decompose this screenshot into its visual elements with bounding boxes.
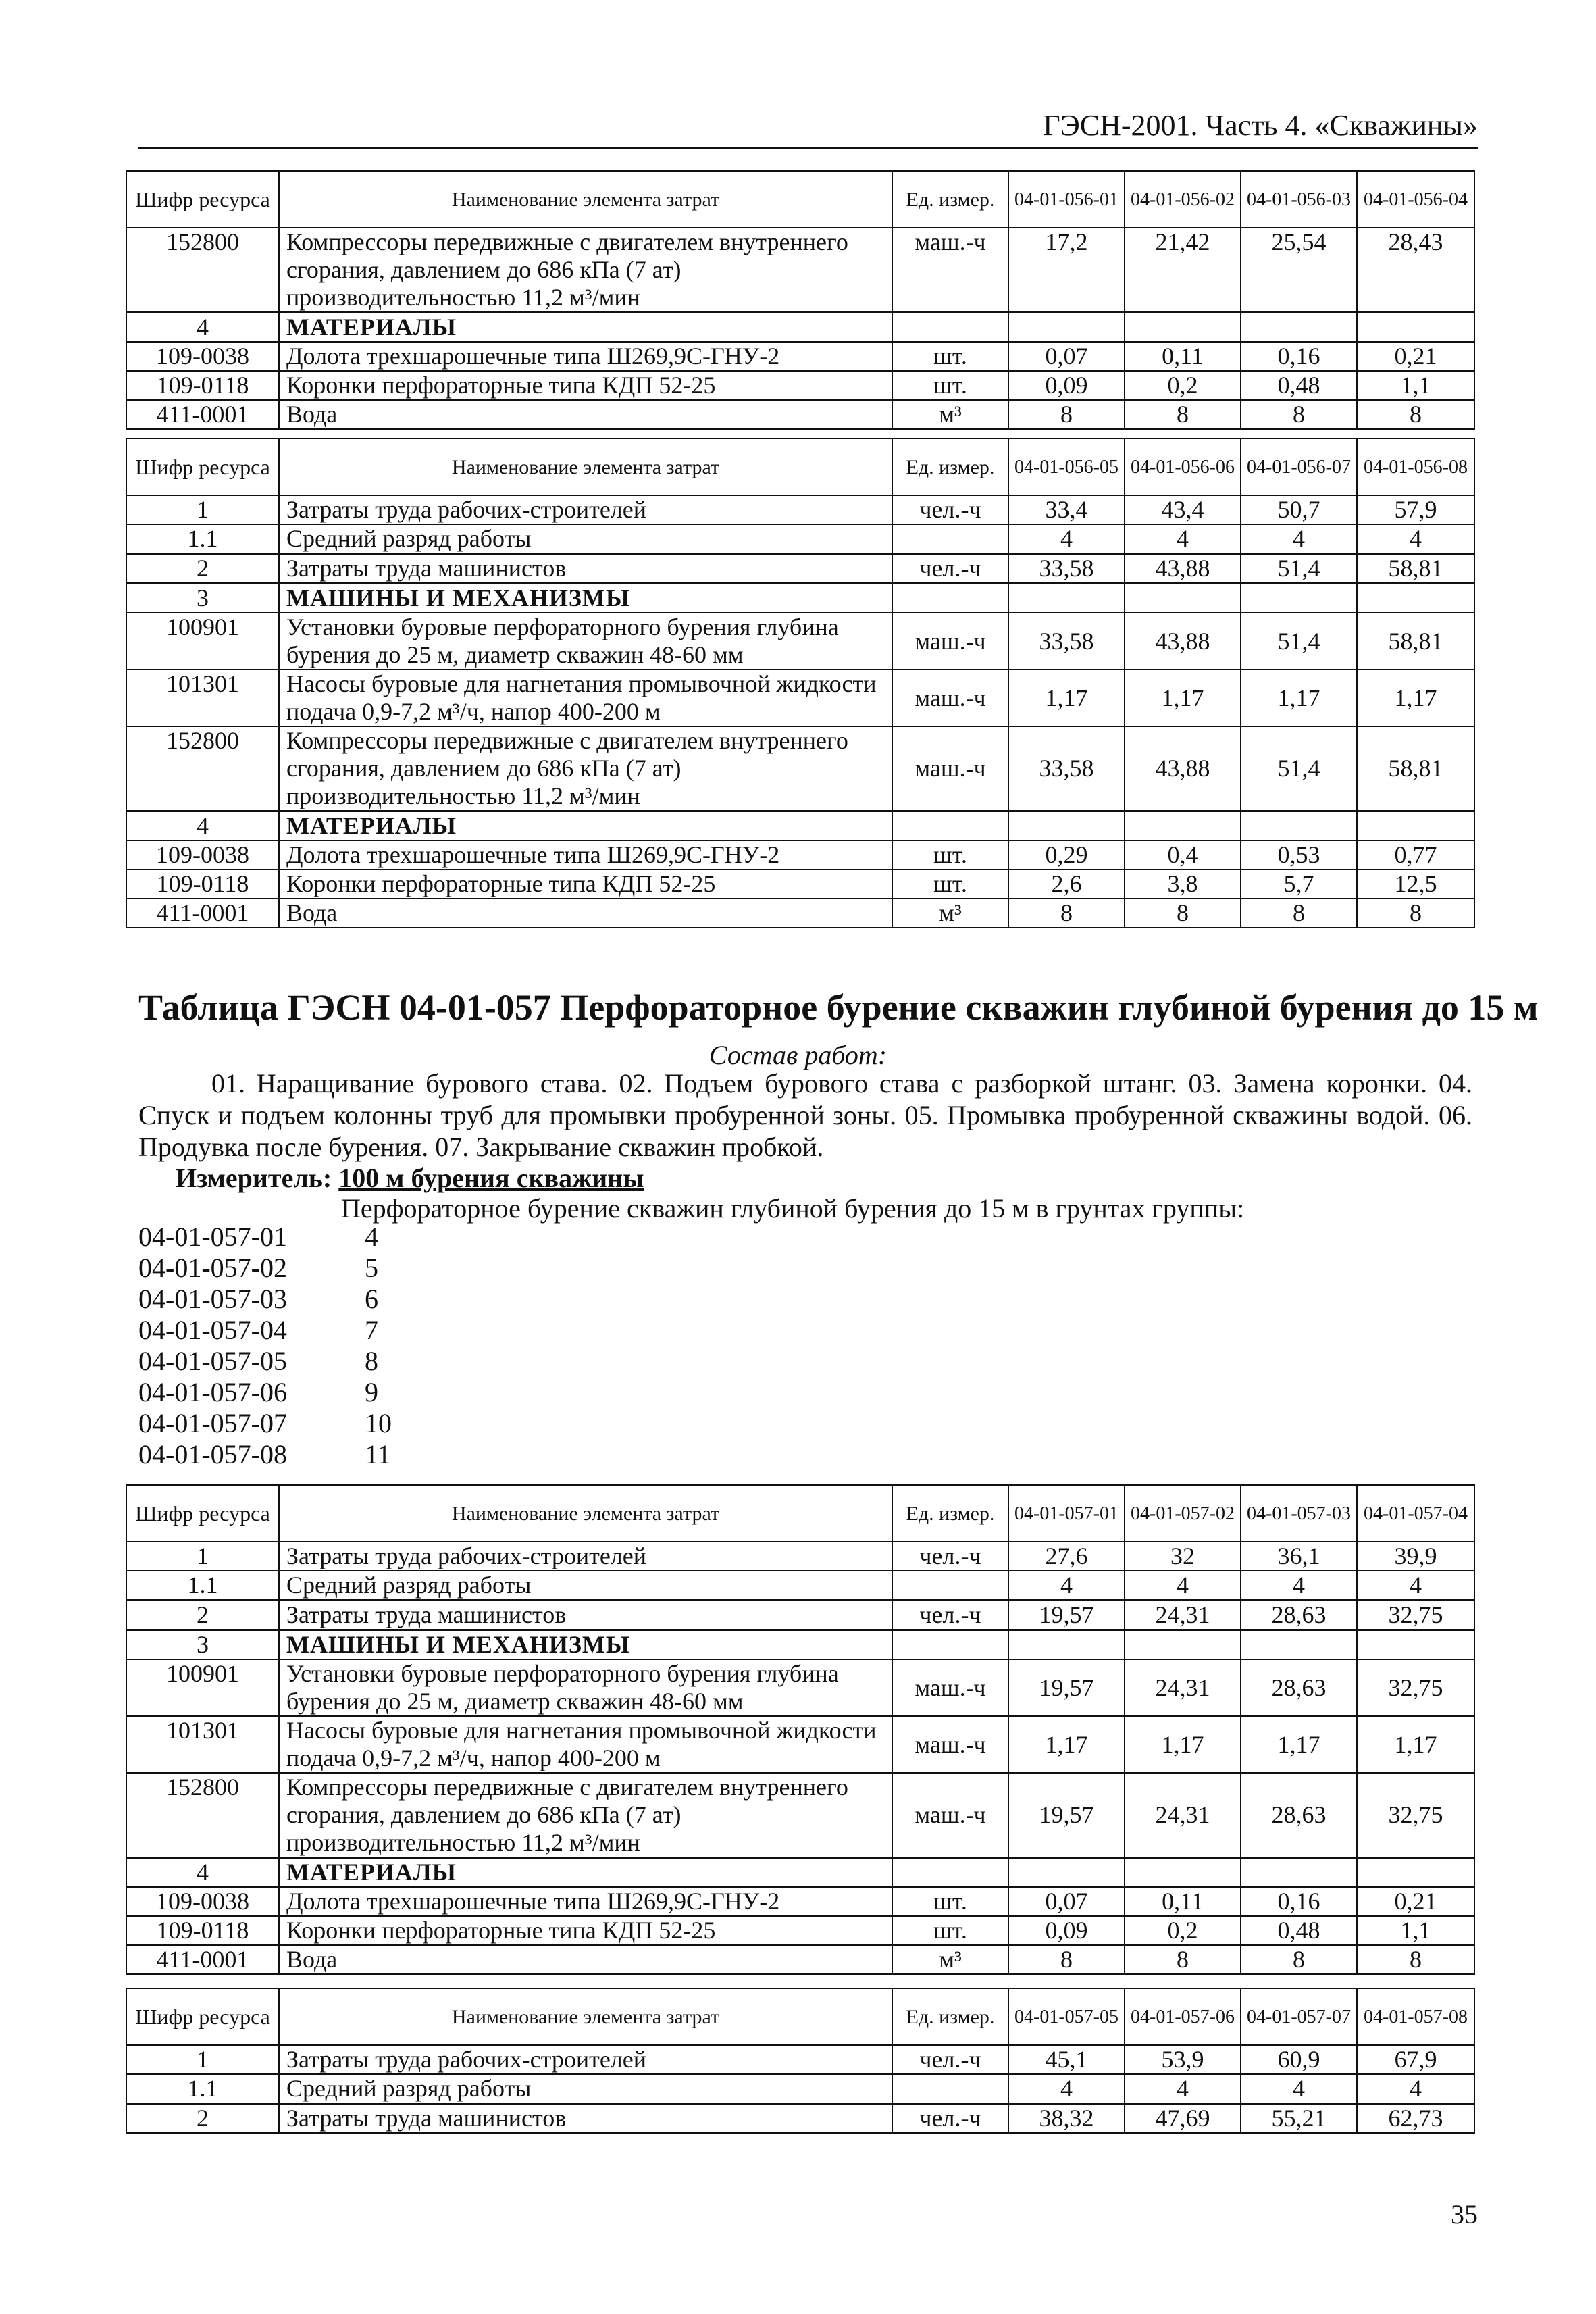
norm-value: 33,58 — [1008, 726, 1125, 811]
resource-unit: шт. — [892, 870, 1008, 899]
table-row — [126, 1887, 1474, 1916]
table-row — [126, 899, 1474, 928]
norm-value: 4 — [1357, 1571, 1474, 1601]
norm-value: 33,4 — [1008, 495, 1125, 524]
norm-value: 24,31 — [1125, 1773, 1241, 1858]
soil-group: 7 — [365, 1315, 378, 1345]
table-row — [126, 400, 1474, 429]
section-code: 4 — [126, 811, 279, 841]
resource-unit: чел.-ч — [892, 495, 1008, 524]
th-unit: Ед. измер. — [892, 1988, 1008, 2045]
norm-code: 04-01-057-02 — [138, 1253, 287, 1283]
norm-value: 4 — [1357, 524, 1474, 554]
norm-value: 60,9 — [1241, 2045, 1357, 2074]
norm-value: 4 — [1125, 2074, 1241, 2104]
resource-code: 109-0038 — [126, 840, 279, 870]
norm-value: 33,58 — [1008, 554, 1125, 584]
resource-name: Установки буровые перфораторного бурения глубина бурения до 25 м, диаметр скважин 48-60 мм — [279, 1659, 892, 1716]
th-norm: 04-01-057-06 — [1125, 1988, 1241, 2045]
resource-unit — [892, 1571, 1008, 1601]
resource-code: 109-0118 — [126, 371, 279, 400]
section-row — [126, 584, 1474, 613]
table-row — [126, 2074, 1474, 2104]
section-row — [126, 811, 1474, 841]
norm-value: 28,63 — [1241, 1659, 1357, 1716]
measure-line — [176, 1162, 644, 1194]
resource-code: 1.1 — [126, 1571, 279, 1601]
resource-name: Затраты труда рабочих-строителей — [279, 1542, 892, 1571]
list-item — [138, 1315, 392, 1346]
norm-value: 0,48 — [1241, 371, 1357, 400]
table-row — [126, 342, 1474, 371]
norm-value: 4 — [1125, 1571, 1241, 1601]
resource-table-057-01-04 — [126, 1484, 1475, 1975]
th-name: Наименование элемента затрат — [279, 1988, 892, 2045]
norm-value: 1,17 — [1125, 670, 1241, 726]
resource-name: Коронки перфораторные типа КДП 52-25 — [279, 1916, 892, 1945]
table-row — [126, 726, 1474, 811]
table-row — [126, 524, 1474, 554]
norm-value: 0,09 — [1008, 371, 1125, 400]
norm-code: 04-01-057-04 — [138, 1315, 287, 1345]
resource-unit: чел.-ч — [892, 554, 1008, 584]
norm-value: 2,6 — [1008, 870, 1125, 899]
resource-unit: м³ — [892, 400, 1008, 429]
norm-value: 32,75 — [1357, 1601, 1474, 1630]
resource-code: 109-0038 — [126, 1887, 279, 1916]
table-title: Таблица ГЭСН 04-01-057 Перфораторное бурение скважин глубиной бурения до 15 м — [138, 987, 1539, 1028]
section-title: МАШИНЫ И МЕХАНИЗМЫ — [279, 584, 892, 613]
norm-code: 04-01-057-07 — [138, 1408, 287, 1438]
table-header-row — [126, 171, 1474, 228]
resource-name: Вода — [279, 899, 892, 928]
norm-code: 04-01-057-05 — [138, 1346, 287, 1376]
norm-value: 25,54 — [1241, 228, 1357, 313]
norm-value: 43,88 — [1125, 726, 1241, 811]
table-row — [126, 1945, 1474, 1974]
resource-unit: маш.-ч — [892, 228, 1008, 313]
resource-name: Коронки перфораторные типа КДП 52-25 — [279, 870, 892, 899]
resource-code: 1.1 — [126, 2074, 279, 2104]
norm-value: 1,1 — [1357, 1916, 1474, 1945]
resource-unit: шт. — [892, 342, 1008, 371]
th-norm: 04-01-057-02 — [1125, 1485, 1241, 1542]
norm-value: 58,81 — [1357, 726, 1474, 811]
running-header: ГЭСН-2001. Часть 4. «Скважины» — [1043, 109, 1478, 142]
table-row — [126, 228, 1474, 313]
resource-unit: маш.-ч — [892, 1716, 1008, 1773]
norm-value: 8 — [1125, 899, 1241, 928]
soil-group: 4 — [365, 1222, 378, 1252]
resource-unit: чел.-ч — [892, 1542, 1008, 1571]
list-item — [138, 1222, 392, 1253]
norm-value: 0,77 — [1357, 840, 1474, 870]
norm-value: 19,57 — [1008, 1659, 1125, 1716]
resource-code: 411-0001 — [126, 899, 279, 928]
norm-value: 0,16 — [1241, 1887, 1357, 1916]
norm-value: 4 — [1241, 2074, 1357, 2104]
resource-code: 152800 — [126, 726, 279, 811]
measure-value: 100 м бурения скважины — [338, 1163, 644, 1193]
norm-value: 8 — [1357, 899, 1474, 928]
resource-unit: м³ — [892, 899, 1008, 928]
resource-unit: чел.-ч — [892, 1601, 1008, 1630]
norm-value: 1,17 — [1008, 670, 1125, 726]
resource-unit: чел.-ч — [892, 2045, 1008, 2074]
resource-name: Установки буровые перфораторного бурения глубина бурения до 25 м, диаметр скважин 48-60 мм — [279, 613, 892, 670]
resource-name: Средний разряд работы — [279, 1571, 892, 1601]
th-norm: 04-01-057-05 — [1008, 1988, 1125, 2045]
norm-value: 0,48 — [1241, 1916, 1357, 1945]
norm-value: 32,75 — [1357, 1773, 1474, 1858]
norm-value: 8 — [1008, 899, 1125, 928]
norm-value: 43,88 — [1125, 613, 1241, 670]
section-row — [126, 1630, 1474, 1660]
table-row — [126, 1542, 1474, 1571]
norm-value: 53,9 — [1125, 2045, 1241, 2074]
norm-value: 1,17 — [1125, 1716, 1241, 1773]
norm-value: 8 — [1357, 1945, 1474, 1974]
resource-code: 411-0001 — [126, 400, 279, 429]
table-row — [126, 2104, 1474, 2134]
th-norm: 04-01-056-05 — [1008, 438, 1125, 495]
norm-value: 0,11 — [1125, 1887, 1241, 1916]
norm-code: 04-01-057-01 — [138, 1222, 287, 1252]
norm-value: 0,21 — [1357, 1887, 1474, 1916]
composition-text: 01. Наращивание бурового става. 02. Подъем бурового става с разборкой штанг. 03. Замена коронки. 04. Спуск и подъем колонны труб для промывки пробуренной зоны. 05. Промывка пробуренной скважины водой. 06. Продувка после бурения. 07. Закрывание скважин пробкой. — [138, 1068, 1472, 1162]
norm-value: 28,63 — [1241, 1601, 1357, 1630]
norm-value: 47,69 — [1125, 2104, 1241, 2134]
norm-value: 8 — [1008, 400, 1125, 429]
norm-value: 5,7 — [1241, 870, 1357, 899]
norm-value: 8 — [1241, 899, 1357, 928]
resource-unit: маш.-ч — [892, 1773, 1008, 1858]
resource-code: 2 — [126, 2104, 279, 2134]
norm-value: 67,9 — [1357, 2045, 1474, 2074]
resource-name: Компрессоры передвижные с двигателем внутреннего сгорания, давлением до 686 кПа (7 ат) производительностью 11,2 м³/мин — [279, 726, 892, 811]
resource-unit: шт. — [892, 840, 1008, 870]
norm-value: 17,2 — [1008, 228, 1125, 313]
norm-code: 04-01-057-03 — [138, 1284, 287, 1314]
resource-code: 152800 — [126, 228, 279, 313]
norm-value: 51,4 — [1241, 613, 1357, 670]
composition-title: Состав работ: — [709, 1040, 887, 1070]
section-title: МАТЕРИАЛЫ — [279, 811, 892, 841]
resource-name: Компрессоры передвижные с двигателем внутреннего сгорания, давлением до 686 кПа (7 ат) производительностью 11,2 м³/мин — [279, 228, 892, 313]
resource-table-056-01-04 — [126, 170, 1475, 430]
resource-unit — [892, 524, 1008, 554]
resource-code: 101301 — [126, 670, 279, 726]
norm-value: 8 — [1125, 400, 1241, 429]
norm-value: 51,4 — [1241, 726, 1357, 811]
resource-code: 109-0118 — [126, 1916, 279, 1945]
resource-unit: шт. — [892, 1887, 1008, 1916]
norm-value: 0,07 — [1008, 342, 1125, 371]
norm-value: 21,42 — [1125, 228, 1241, 313]
table-row — [126, 1571, 1474, 1601]
resource-name: Насосы буровые для нагнетания промывочной жидкости подача 0,9-7,2 м³/ч, напор 400-200 м — [279, 670, 892, 726]
norm-value: 33,58 — [1008, 613, 1125, 670]
table-row — [126, 613, 1474, 670]
table-row — [126, 2045, 1474, 2074]
th-norm: 04-01-057-03 — [1241, 1485, 1357, 1542]
table-row — [126, 870, 1474, 899]
th-unit: Ед. измер. — [892, 438, 1008, 495]
resource-code: 2 — [126, 554, 279, 584]
norm-value: 62,73 — [1357, 2104, 1474, 2134]
list-item — [138, 1253, 392, 1284]
norm-value: 1,17 — [1357, 670, 1474, 726]
norm-value: 39,9 — [1357, 1542, 1474, 1571]
list-item — [138, 1346, 392, 1377]
th-norm: 04-01-057-04 — [1357, 1485, 1474, 1542]
norm-value: 51,4 — [1241, 554, 1357, 584]
norm-value: 4 — [1357, 2074, 1474, 2104]
resource-name: Вода — [279, 1945, 892, 1974]
table-row — [126, 1716, 1474, 1773]
table-header-row — [126, 438, 1474, 495]
resource-name: Долота трехшарошечные типа Ш269,9С-ГНУ-2 — [279, 342, 892, 371]
table-header-row — [126, 1485, 1474, 1542]
resource-unit: маш.-ч — [892, 613, 1008, 670]
resource-name: Средний разряд работы — [279, 2074, 892, 2104]
norm-value: 1,17 — [1008, 1716, 1125, 1773]
norm-value: 32,75 — [1357, 1659, 1474, 1716]
norm-value: 1,17 — [1357, 1716, 1474, 1773]
section-code: 4 — [126, 1858, 279, 1888]
norm-value: 0,29 — [1008, 840, 1125, 870]
norm-value: 19,57 — [1008, 1601, 1125, 1630]
norm-caption: Перфораторное бурение скважин глубиной бурения до 15 м в грунтах группы: — [341, 1193, 1245, 1224]
table-row — [126, 371, 1474, 400]
resource-unit: маш.-ч — [892, 670, 1008, 726]
norm-value: 0,07 — [1008, 1887, 1125, 1916]
norm-value: 8 — [1241, 400, 1357, 429]
norm-value: 57,9 — [1357, 495, 1474, 524]
norm-value: 4 — [1008, 524, 1125, 554]
page-number: 35 — [1451, 2199, 1478, 2230]
soil-group: 10 — [365, 1408, 392, 1438]
th-norm: 04-01-056-02 — [1125, 171, 1241, 228]
norm-value: 4 — [1008, 2074, 1125, 2104]
norm-value: 55,21 — [1241, 2104, 1357, 2134]
norm-value: 36,1 — [1241, 1542, 1357, 1571]
norm-value: 0,2 — [1125, 1916, 1241, 1945]
resource-unit: м³ — [892, 1945, 1008, 1974]
resource-name: Затраты труда рабочих-строителей — [279, 495, 892, 524]
resource-code: 100901 — [126, 613, 279, 670]
section-row — [126, 1858, 1474, 1888]
resource-code: 1.1 — [126, 524, 279, 554]
norm-value: 24,31 — [1125, 1659, 1241, 1716]
norm-value: 4 — [1241, 524, 1357, 554]
norm-value: 32 — [1125, 1542, 1241, 1571]
resource-name: Долота трехшарошечные типа Ш269,9С-ГНУ-2 — [279, 1887, 892, 1916]
resource-code: 109-0038 — [126, 342, 279, 371]
th-name: Наименование элемента затрат — [279, 171, 892, 228]
norm-value: 4 — [1008, 1571, 1125, 1601]
resource-name: Компрессоры передвижные с двигателем внутреннего сгорания, давлением до 686 кПа (7 ат) производительностью 11,2 м³/мин — [279, 1773, 892, 1858]
norm-value: 1,1 — [1357, 371, 1474, 400]
section-title: МАТЕРИАЛЫ — [279, 313, 892, 343]
norm-value: 3,8 — [1125, 870, 1241, 899]
table-row — [126, 554, 1474, 584]
table-row — [126, 1601, 1474, 1630]
resource-code: 411-0001 — [126, 1945, 279, 1974]
resource-name: Затраты труда машинистов — [279, 1601, 892, 1630]
resource-name: Насосы буровые для нагнетания промывочной жидкости подача 0,9-7,2 м³/ч, напор 400-200 м — [279, 1716, 892, 1773]
table-row — [126, 1916, 1474, 1945]
resource-name: Коронки перфораторные типа КДП 52-25 — [279, 371, 892, 400]
th-code: Шифр ресурса — [126, 438, 279, 495]
table-header-row — [126, 1988, 1474, 2045]
soil-group: 5 — [365, 1253, 378, 1283]
norm-value: 38,32 — [1008, 2104, 1125, 2134]
resource-name: Средний разряд работы — [279, 524, 892, 554]
resource-unit: шт. — [892, 371, 1008, 400]
norm-value: 1,17 — [1241, 670, 1357, 726]
list-item — [138, 1377, 392, 1408]
table-row — [126, 1659, 1474, 1716]
th-norm: 04-01-056-01 — [1008, 171, 1125, 228]
norm-value: 58,81 — [1357, 554, 1474, 584]
norm-value: 27,6 — [1008, 1542, 1125, 1571]
norm-code-list — [138, 1222, 392, 1470]
norm-value: 8 — [1008, 1945, 1125, 1974]
norm-value: 0,21 — [1357, 342, 1474, 371]
section-row — [126, 313, 1474, 343]
th-name: Наименование элемента затрат — [279, 438, 892, 495]
resource-table-057-05-08 — [126, 1988, 1475, 2134]
th-norm: 04-01-056-06 — [1125, 438, 1241, 495]
table-row — [126, 495, 1474, 524]
resource-code: 1 — [126, 495, 279, 524]
th-norm: 04-01-057-07 — [1241, 1988, 1357, 2045]
soil-group: 11 — [365, 1439, 391, 1469]
th-code: Шифр ресурса — [126, 1988, 279, 2045]
norm-value: 43,88 — [1125, 554, 1241, 584]
resource-table-056-05-08 — [126, 438, 1475, 928]
resource-code: 101301 — [126, 1716, 279, 1773]
measure-label: Измеритель: — [176, 1163, 332, 1193]
th-code: Шифр ресурса — [126, 171, 279, 228]
norm-value: 28,43 — [1357, 228, 1474, 313]
th-norm: 04-01-057-08 — [1357, 1988, 1474, 2045]
norm-value: 1,17 — [1241, 1716, 1357, 1773]
norm-value: 8 — [1241, 1945, 1357, 1974]
th-norm: 04-01-056-04 — [1357, 171, 1474, 228]
norm-value: 4 — [1125, 524, 1241, 554]
resource-unit: чел.-ч — [892, 2104, 1008, 2134]
section-title: МАШИНЫ И МЕХАНИЗМЫ — [279, 1630, 892, 1660]
norm-value: 0,16 — [1241, 342, 1357, 371]
norm-value: 45,1 — [1008, 2045, 1125, 2074]
th-code: Шифр ресурса — [126, 1485, 279, 1542]
resource-code: 100901 — [126, 1659, 279, 1716]
norm-value: 24,31 — [1125, 1601, 1241, 1630]
resource-code: 152800 — [126, 1773, 279, 1858]
list-item — [138, 1408, 392, 1439]
resource-name: Вода — [279, 400, 892, 429]
resource-code: 109-0118 — [126, 870, 279, 899]
norm-value: 12,5 — [1357, 870, 1474, 899]
norm-value: 8 — [1357, 400, 1474, 429]
resource-unit: шт. — [892, 1916, 1008, 1945]
soil-group: 8 — [365, 1346, 378, 1376]
norm-value: 58,81 — [1357, 613, 1474, 670]
resource-code: 1 — [126, 2045, 279, 2074]
resource-name: Затраты труда машинистов — [279, 2104, 892, 2134]
norm-value: 8 — [1125, 1945, 1241, 1974]
norm-value: 50,7 — [1241, 495, 1357, 524]
soil-group: 6 — [365, 1284, 378, 1314]
table-row — [126, 670, 1474, 726]
norm-code: 04-01-057-08 — [138, 1439, 287, 1469]
norm-value: 4 — [1241, 1571, 1357, 1601]
th-norm: 04-01-057-01 — [1008, 1485, 1125, 1542]
table-row — [126, 840, 1474, 870]
list-item — [138, 1439, 392, 1470]
resource-unit — [892, 2074, 1008, 2104]
resource-name: Затраты труда рабочих-строителей — [279, 2045, 892, 2074]
th-norm: 04-01-056-08 — [1357, 438, 1474, 495]
resource-unit: маш.-ч — [892, 1659, 1008, 1716]
list-item — [138, 1284, 392, 1315]
resource-unit: маш.-ч — [892, 726, 1008, 811]
section-code: 3 — [126, 584, 279, 613]
th-unit: Ед. измер. — [892, 171, 1008, 228]
norm-value: 0,09 — [1008, 1916, 1125, 1945]
table-row — [126, 1773, 1474, 1858]
th-name: Наименование элемента затрат — [279, 1485, 892, 1542]
resource-name: Затраты труда машинистов — [279, 554, 892, 584]
norm-value: 0,53 — [1241, 840, 1357, 870]
soil-group: 9 — [365, 1377, 378, 1407]
norm-value: 19,57 — [1008, 1773, 1125, 1858]
section-code: 3 — [126, 1630, 279, 1660]
norm-value: 28,63 — [1241, 1773, 1357, 1858]
norm-value: 0,11 — [1125, 342, 1241, 371]
norm-value: 0,4 — [1125, 840, 1241, 870]
resource-code: 2 — [126, 1601, 279, 1630]
section-code: 4 — [126, 313, 279, 343]
th-norm: 04-01-056-03 — [1241, 171, 1357, 228]
norm-value: 43,4 — [1125, 495, 1241, 524]
resource-code: 1 — [126, 1542, 279, 1571]
th-unit: Ед. измер. — [892, 1485, 1008, 1542]
norm-value: 0,2 — [1125, 371, 1241, 400]
header-rule — [138, 147, 1478, 149]
resource-name: Долота трехшарошечные типа Ш269,9С-ГНУ-2 — [279, 840, 892, 870]
th-norm: 04-01-056-07 — [1241, 438, 1357, 495]
section-title: МАТЕРИАЛЫ — [279, 1858, 892, 1888]
norm-code: 04-01-057-06 — [138, 1377, 287, 1407]
